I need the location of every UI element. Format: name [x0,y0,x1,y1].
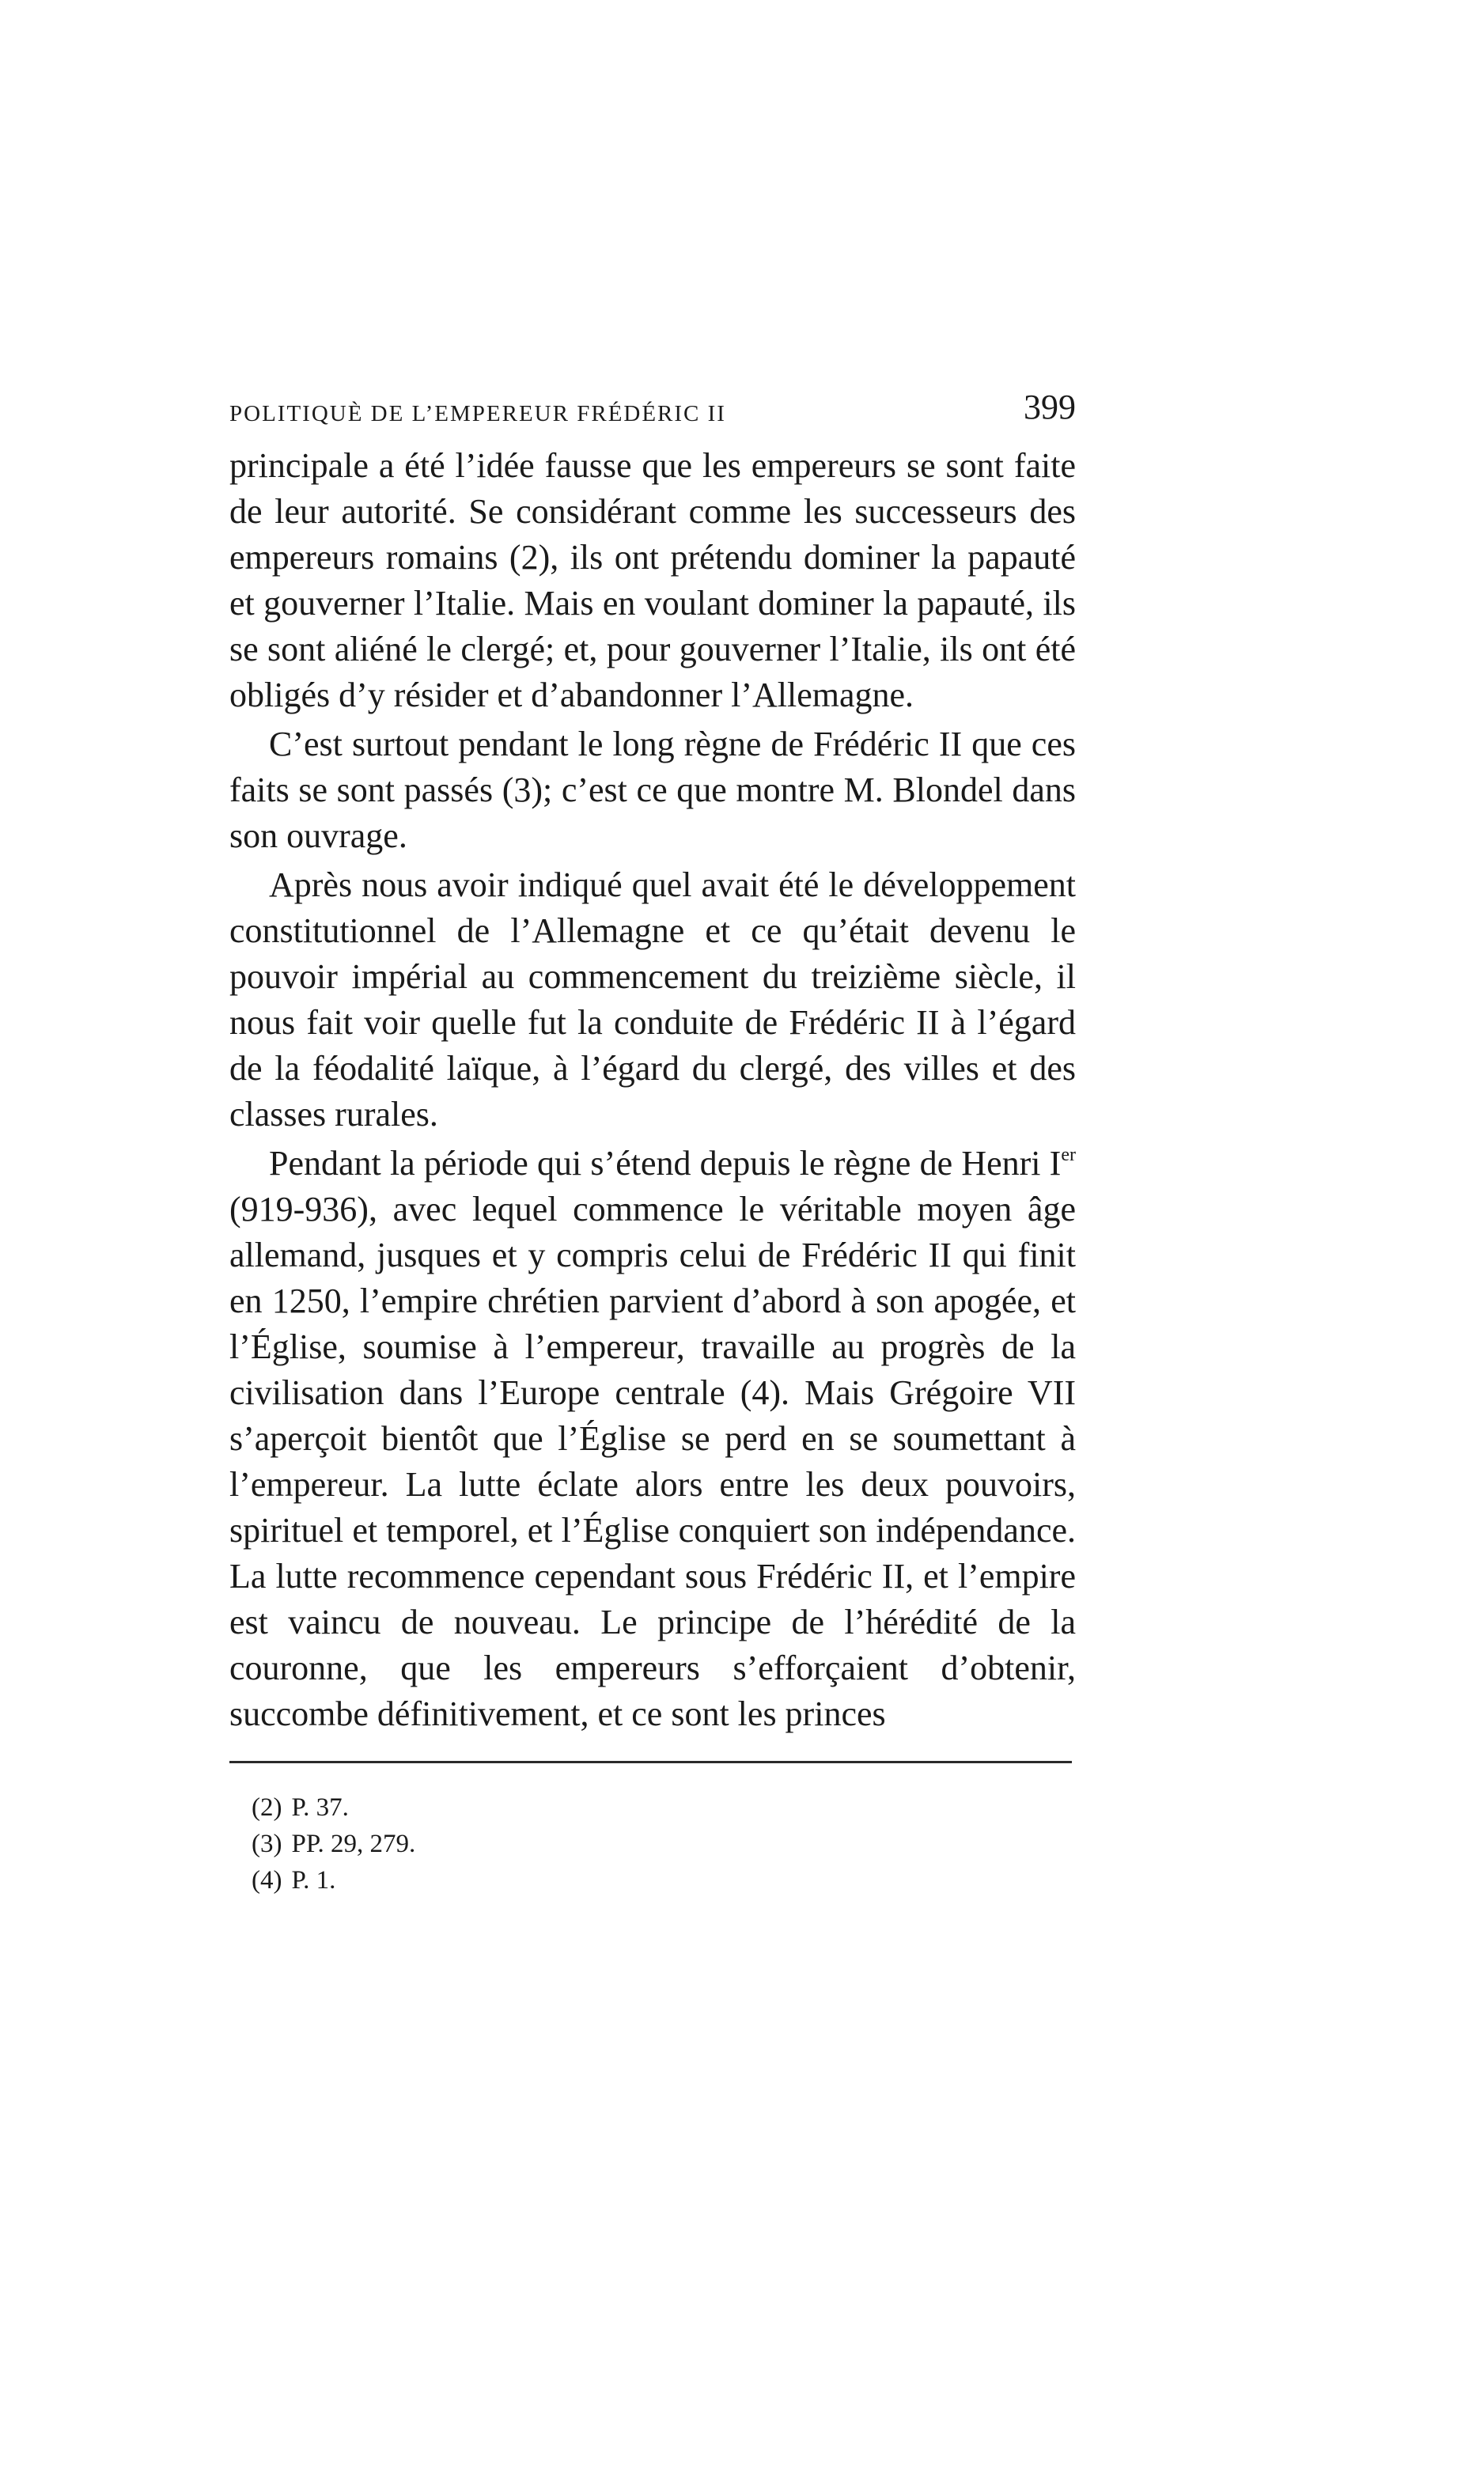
footnote-item [252,1862,415,1899]
footnote-item [252,1789,415,1826]
footnote-mark: (2) [252,1793,282,1822]
footnote-text: P. 1. [291,1866,336,1895]
running-title: POLITIQUÈ DE L’EMPEREUR FRÉDÉRIC II [229,401,726,426]
page-number: 399 [1024,388,1076,426]
paragraph-4 [229,1141,1076,1737]
footnote-text: PP. 29, 279. [291,1830,416,1858]
ordinal-superscript: er [1061,1145,1076,1165]
footnote-rule [229,1761,1072,1763]
footnote-item [252,1826,415,1862]
paragraph-2: C’est surtout pendant le long règne de Frédéric II que ces faits se sont passés (3); c’est ce que montre M. Blondel dans son ouvrage. [229,725,1076,855]
paragraph-4-start: Pendant la période qui s’étend depuis le règne de Henri I [269,1144,1062,1183]
running-head [229,372,1076,427]
footnote-mark: (3) [252,1830,282,1858]
paragraph-4-rest: (919-936), avec lequel commence le véritable moyen âge allemand, jusques et y compris celui de Frédéric II qui finit en 1250, l’empire chrétien parvient d’abord à son apogée, et l’Église, soumise à l’empereur, travaille au progrès de la civilisation dans l’Europe centrale (4). Mais Grégoire VII s’aperçoit bientôt que l’Église se perd en se soumettant à l’empereur. La lutte éclate alors entre les deux pouvoirs, spirituel et temporel, et l’Église conquiert son indépendance. La lutte recommence cependant sous Frédéric II, et l’empire est vaincu de nouveau. Le principe de l’hérédité de la couronne, que les empereurs s’efforçaient d’obtenir, succombe définitivement, et ce sont les princes [229,1190,1076,1733]
body-text [229,443,1076,1740]
footnote-text: P. 37. [291,1793,349,1822]
footnotes [252,1789,415,1899]
paragraph-1: principale a été l’idée fausse que les empereurs se sont faite de leur autorité. Se considérant comme les successeurs des empereurs romains (2), ils ont prétendu dominer la papauté et gouverner l’Italie. Mais en voulant dominer la papauté, ils se sont aliéné le clergé; et, pour gouverner l’Italie, ils ont été obligés d’y résider et d’abandonner l’Allemagne. [229,446,1076,714]
paragraph-3: Après nous avoir indiqué quel avait été le développement constitutionnel de l’Allemagne et ce qu’était devenu le pouvoir impérial au commencement du treizième siècle, il nous fait voir quelle fut la conduite de Frédéric II à l’égard de la féodalité laïque, à l’égard du clergé, des villes et des classes rurales. [229,865,1076,1134]
footnote-mark: (4) [252,1866,282,1895]
